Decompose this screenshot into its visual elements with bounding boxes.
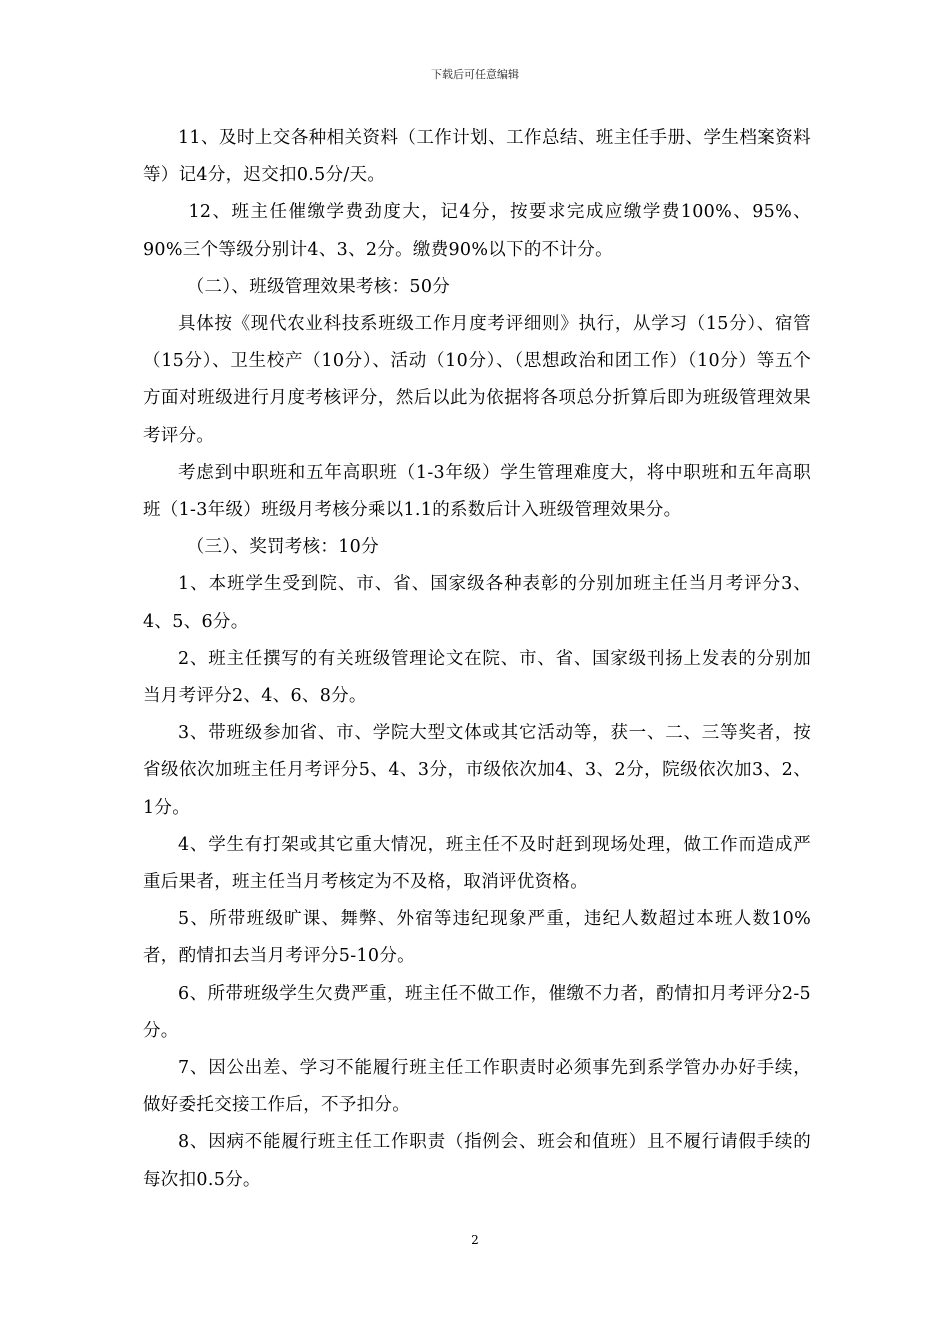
paragraph-penalty-6: 6、所带班级学生欠费严重，班主任不做工作，催缴不力者，酌情扣月考评分2-5分。 (143, 983, 811, 1041)
paragraph-reward-3: 3、带班级参加省、市、学院大型文体或其它活动等，获一、二、三等奖者，按省级依次加班主任月考评分5、4、3分，市级依次加4、3、2分，院级依次加3、2、1分。 (143, 723, 811, 818)
page-number: 2 (471, 1233, 479, 1247)
paragraph-item-11: 11、及时上交各种相关资料（工作计划、工作总结、班主任手册、学生档案资料等）记4分，迟交扣0.5分/天。 (143, 128, 811, 186)
page-header-note: 下载后可任意编辑 (431, 68, 519, 81)
paragraph-item-12: 12、班主任催缴学费劲度大，记4分，按要求完成应缴学费100%、95%、90%三个等级分别计4、3、2分。缴费90%以下的不计分。 (143, 202, 811, 260)
paragraph-penalty-5: 5、所带班级旷课、舞弊、外宿等违纪现象严重，违纪人数超过本班人数10%者，酌情扣去当月考评分5-10分。 (143, 909, 811, 967)
paragraph-reward-2: 2、班主任撰写的有关班级管理论文在院、市、省、国家级刊扬上发表的分别加当月考评分2、4、6、8分。 (143, 648, 811, 707)
paragraph-section-2-coefficient: 考虑到中职班和五年高职班（1-3年级）学生管理难度大，将中职班和五年高职班（1-3年级）班级月考核分乘以1.1的系数后计入班级管理效果分。 (143, 462, 811, 521)
section-heading-3: （三）、奖罚考核：10分 (186, 537, 379, 558)
paragraph-penalty-4: 4、学生有打架或其它重大情况，班主任不及时赶到现场处理，做工作而造成严重后果者，班主任当月考核定为不及格，取消评优资格。 (143, 834, 811, 893)
paragraph-section-2-rules: 具体按《现代农业科技系班级工作月度考评细则》执行，从学习（15分）、宿管（15分）、卫生校产（10分）、活动（10分）、（思想政治和团工作）（10分）等五个方面对班级进行月度考核评分，然后以此为依据将各项总分折算后即为班级管理效果考评分。 (143, 314, 811, 446)
paragraph-rule-7: 7、因公出差、学习不能履行班主任工作职责时必须事先到系学管办办好手续，做好委托交接工作后，不予扣分。 (143, 1058, 811, 1116)
paragraph-penalty-8: 8、因病不能履行班主任工作职责（指例会、班会和值班）且不履行请假手续的每次扣0.5分。 (143, 1132, 811, 1190)
paragraph-reward-1: 1、本班学生受到院、市、省、国家级各种表彰的分别加班主任当月考评分3、4、5、6分。 (143, 574, 811, 632)
section-heading-2: （二）、班级管理效果考核：50分 (186, 276, 451, 297)
document-body (143, 120, 811, 1199)
